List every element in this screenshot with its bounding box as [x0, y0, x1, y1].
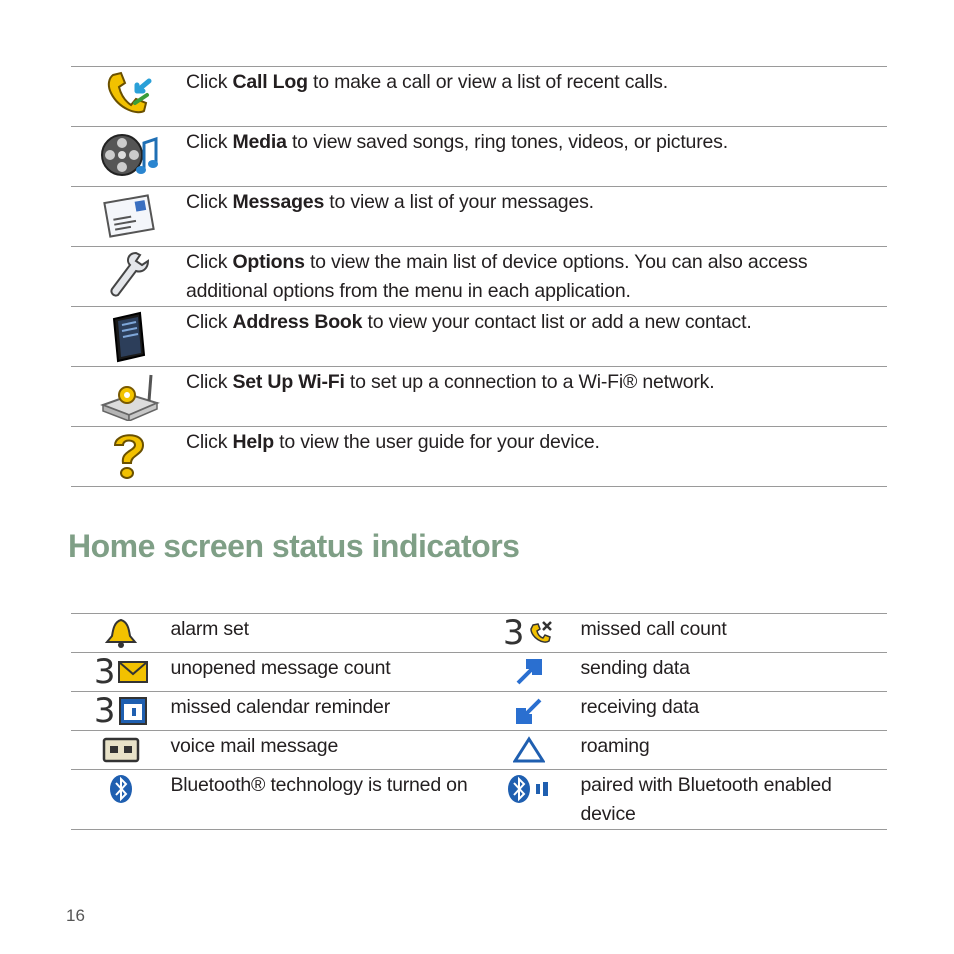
- page-number: 16: [66, 906, 85, 925]
- sending-arrow-icon: [514, 657, 544, 687]
- app-description: Click Options to view the main list of device options. You can also access additional options from the menu in each application.: [186, 247, 887, 307]
- count-digit: 3: [502, 613, 525, 653]
- alarm-bell-icon: [104, 618, 138, 648]
- receiving-arrow-icon: [514, 696, 544, 726]
- app-description: Click Address Book to view your contact list or add a new contact.: [186, 307, 887, 367]
- app-description: Click Help to view the user guide for your device.: [186, 427, 887, 487]
- table-row: [71, 427, 887, 487]
- options-icon: [104, 249, 154, 303]
- table-row: [71, 692, 887, 731]
- voicemail-icon: [102, 736, 140, 764]
- app-name: Options: [232, 251, 305, 273]
- help-icon: [107, 429, 151, 481]
- table-row: [71, 653, 887, 692]
- bluetooth-paired-icon: [506, 774, 552, 804]
- table-row: [71, 307, 887, 367]
- status-label: Bluetooth® technology is turned on: [170, 770, 477, 830]
- status-label: voice mail message: [170, 731, 477, 770]
- table-row: [71, 187, 887, 247]
- status-label: roaming: [580, 731, 887, 770]
- address-book-icon: [106, 309, 152, 363]
- roaming-icon: [513, 736, 545, 764]
- table-row: [71, 770, 887, 830]
- status-label: paired with Bluetooth enabled device: [580, 770, 887, 830]
- table-row: [71, 247, 887, 307]
- app-description: Click Messages to view a list of your messages.: [186, 187, 887, 247]
- wifi-setup-icon: [97, 369, 161, 421]
- table-row: [71, 367, 887, 427]
- app-description: Click Set Up Wi-Fi to set up a connection to a Wi-Fi® network.: [186, 367, 887, 427]
- app-name: Call Log: [232, 71, 308, 93]
- table-row: [71, 67, 887, 127]
- bluetooth-icon: [108, 774, 134, 804]
- status-indicators-table: [71, 613, 887, 830]
- app-name: Messages: [232, 191, 325, 213]
- status-label: alarm set: [170, 614, 477, 653]
- table-row: [71, 731, 887, 770]
- section-title: Home screen status indicators: [68, 528, 520, 564]
- count-digit: 3: [93, 691, 116, 731]
- missed-call-icon: [527, 619, 555, 647]
- messages-icon: [101, 189, 157, 243]
- app-name: Media: [232, 131, 287, 153]
- media-icon: [98, 129, 160, 181]
- app-name: Address Book: [232, 311, 363, 333]
- table-row: [71, 127, 887, 187]
- app-description: Click Media to view saved songs, ring tones, videos, or pictures.: [186, 127, 887, 187]
- table-row: [71, 614, 887, 653]
- status-label: missed call count: [580, 614, 887, 653]
- app-description: Click Call Log to make a call or view a list of recent calls.: [186, 67, 887, 127]
- call-log-icon: [99, 69, 159, 123]
- app-name: Set Up Wi-Fi: [232, 371, 345, 393]
- count-digit: 3: [93, 652, 116, 692]
- status-label: receiving data: [580, 692, 887, 731]
- envelope-icon: [118, 660, 148, 684]
- calendar-icon: [118, 696, 148, 726]
- status-label: unopened message count: [170, 653, 477, 692]
- application-icons-table: [71, 66, 887, 487]
- app-name: Help: [232, 431, 274, 453]
- status-label: missed calendar reminder: [170, 692, 477, 731]
- status-label: sending data: [580, 653, 887, 692]
